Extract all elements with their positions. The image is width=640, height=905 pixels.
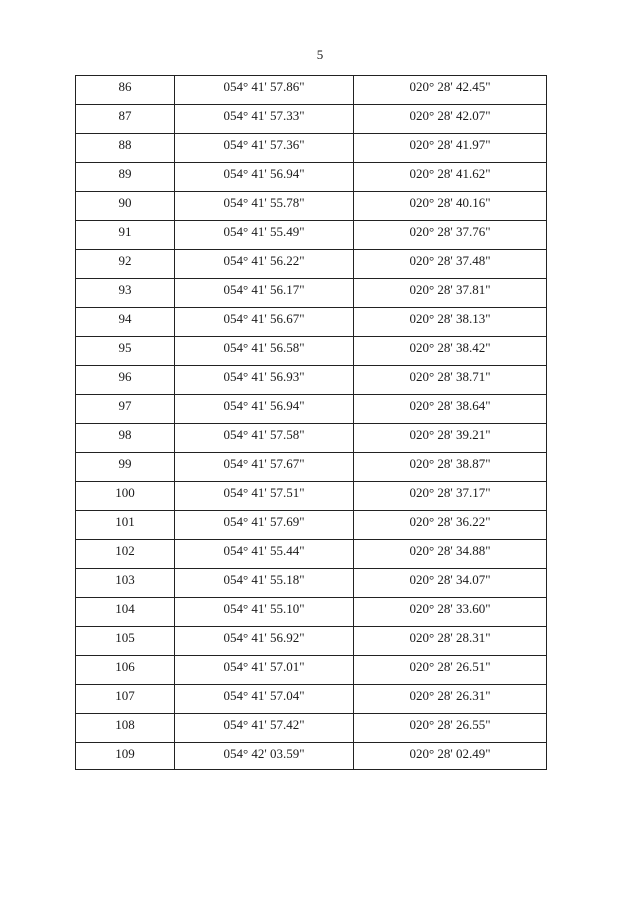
latitude-cell: 054° 41' 57.67" (175, 453, 354, 482)
table-row (76, 308, 547, 337)
point-number-cell: 91 (76, 221, 175, 250)
coordinate-table (75, 75, 547, 770)
longitude-cell: 020° 28' 38.64" (354, 395, 547, 424)
latitude-cell: 054° 41' 57.51" (175, 482, 354, 511)
longitude-cell: 020° 28' 38.71" (354, 366, 547, 395)
latitude-cell: 054° 41' 55.44" (175, 540, 354, 569)
point-number-cell: 100 (76, 482, 175, 511)
table-row (76, 366, 547, 395)
longitude-cell: 020° 28' 36.22" (354, 511, 547, 540)
point-number-cell: 94 (76, 308, 175, 337)
latitude-cell: 054° 41' 56.22" (175, 250, 354, 279)
point-number-cell: 90 (76, 192, 175, 221)
point-number-cell: 98 (76, 424, 175, 453)
table-row (76, 743, 547, 770)
point-number-cell: 101 (76, 511, 175, 540)
latitude-cell: 054° 41' 55.10" (175, 598, 354, 627)
longitude-cell: 020° 28' 41.62" (354, 163, 547, 192)
longitude-cell: 020° 28' 40.16" (354, 192, 547, 221)
point-number-cell: 104 (76, 598, 175, 627)
latitude-cell: 054° 41' 55.78" (175, 192, 354, 221)
latitude-cell: 054° 41' 57.86" (175, 76, 354, 105)
table-row (76, 163, 547, 192)
point-number-cell: 103 (76, 569, 175, 598)
table-row (76, 482, 547, 511)
longitude-cell: 020° 28' 26.31" (354, 685, 547, 714)
point-number-cell: 92 (76, 250, 175, 279)
latitude-cell: 054° 41' 56.92" (175, 627, 354, 656)
point-number-cell: 87 (76, 105, 175, 134)
latitude-cell: 054° 41' 56.58" (175, 337, 354, 366)
point-number-cell: 107 (76, 685, 175, 714)
longitude-cell: 020° 28' 42.45" (354, 76, 547, 105)
point-number-cell: 95 (76, 337, 175, 366)
longitude-cell: 020° 28' 38.87" (354, 453, 547, 482)
latitude-cell: 054° 41' 57.01" (175, 656, 354, 685)
point-number-cell: 96 (76, 366, 175, 395)
longitude-cell: 020° 28' 02.49" (354, 743, 547, 770)
table-row (76, 453, 547, 482)
point-number-cell: 108 (76, 714, 175, 743)
longitude-cell: 020° 28' 33.60" (354, 598, 547, 627)
point-number-cell: 88 (76, 134, 175, 163)
latitude-cell: 054° 41' 56.67" (175, 308, 354, 337)
table-row (76, 598, 547, 627)
point-number-cell: 99 (76, 453, 175, 482)
longitude-cell: 020° 28' 37.76" (354, 221, 547, 250)
longitude-cell: 020° 28' 26.55" (354, 714, 547, 743)
longitude-cell: 020° 28' 28.31" (354, 627, 547, 656)
longitude-cell: 020° 28' 37.48" (354, 250, 547, 279)
longitude-cell: 020° 28' 42.07" (354, 105, 547, 134)
longitude-cell: 020° 28' 37.17" (354, 482, 547, 511)
point-number-cell: 102 (76, 540, 175, 569)
table-row (76, 192, 547, 221)
table-row (76, 424, 547, 453)
table-row (76, 105, 547, 134)
table-row (76, 250, 547, 279)
point-number-cell: 106 (76, 656, 175, 685)
table-row (76, 656, 547, 685)
latitude-cell: 054° 41' 57.36" (175, 134, 354, 163)
table-row (76, 76, 547, 105)
longitude-cell: 020° 28' 34.88" (354, 540, 547, 569)
point-number-cell: 86 (76, 76, 175, 105)
latitude-cell: 054° 41' 55.49" (175, 221, 354, 250)
table-row (76, 540, 547, 569)
point-number-cell: 93 (76, 279, 175, 308)
longitude-cell: 020° 28' 38.13" (354, 308, 547, 337)
latitude-cell: 054° 41' 57.42" (175, 714, 354, 743)
longitude-cell: 020° 28' 41.97" (354, 134, 547, 163)
table-row (76, 395, 547, 424)
longitude-cell: 020° 28' 26.51" (354, 656, 547, 685)
table-row (76, 134, 547, 163)
latitude-cell: 054° 41' 56.94" (175, 395, 354, 424)
table-row (76, 221, 547, 250)
latitude-cell: 054° 41' 56.94" (175, 163, 354, 192)
point-number-cell: 89 (76, 163, 175, 192)
point-number-cell: 109 (76, 743, 175, 770)
longitude-cell: 020° 28' 37.81" (354, 279, 547, 308)
table-row (76, 569, 547, 598)
longitude-cell: 020° 28' 38.42" (354, 337, 547, 366)
table-row (76, 685, 547, 714)
table-row (76, 714, 547, 743)
latitude-cell: 054° 41' 57.33" (175, 105, 354, 134)
table-row (76, 627, 547, 656)
longitude-cell: 020° 28' 39.21" (354, 424, 547, 453)
point-number-cell: 105 (76, 627, 175, 656)
latitude-cell: 054° 41' 56.93" (175, 366, 354, 395)
latitude-cell: 054° 41' 57.04" (175, 685, 354, 714)
table-row (76, 511, 547, 540)
latitude-cell: 054° 42' 03.59" (175, 743, 354, 770)
page-number: 5 (316, 47, 324, 62)
latitude-cell: 054° 41' 56.17" (175, 279, 354, 308)
coordinate-table-body (76, 76, 547, 770)
longitude-cell: 020° 28' 34.07" (354, 569, 547, 598)
latitude-cell: 054° 41' 57.69" (175, 511, 354, 540)
point-number-cell: 97 (76, 395, 175, 424)
latitude-cell: 054° 41' 57.58" (175, 424, 354, 453)
table-row (76, 337, 547, 366)
table-row (76, 279, 547, 308)
latitude-cell: 054° 41' 55.18" (175, 569, 354, 598)
